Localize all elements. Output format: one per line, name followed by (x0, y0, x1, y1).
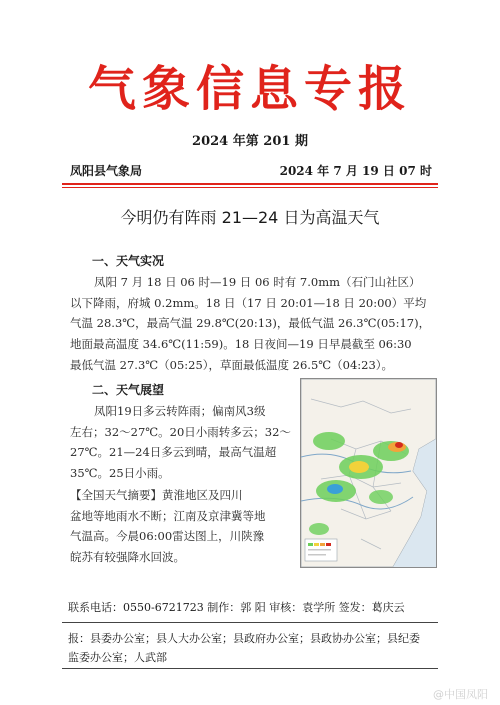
summary-tag: 【全国天气摘要】 (70, 488, 162, 502)
national-summary-paragraph (70, 485, 296, 568)
headline: 今明仍有阵雨 21—24 日为高温天气 (120, 208, 380, 227)
header-divider-thin (62, 187, 438, 188)
outlook-line: 27℃。21—24日多云到晴，最高气温超 (70, 445, 277, 460)
observation-line: 最低气温 27.3℃（05:25），草面最低温度 26.5℃（04:23）。 (70, 357, 394, 372)
summary-line: 盆地等地雨水不断；江南及京津冀等地 (70, 508, 266, 523)
issuing-bureau: 凤阳县气象局 (70, 164, 143, 178)
distribution-line: 报：县委办公室；县人大办公室；县政府办公室；县政协办公室；县纪委 (68, 632, 420, 645)
outlook-line: 35℃。25日小雨。 (70, 466, 170, 481)
outlook-line: 凤阳19日多云转阵雨；偏南风3级 (94, 404, 266, 418)
observation-line: 地面最高温度 34.6℃(11:59)。18 日夜间—19 日早晨截至 06:30 (70, 337, 412, 352)
issue-number: 2024 年第 201 期 (192, 134, 308, 149)
observation-paragraph (70, 272, 440, 376)
masthead-title: 气象信息专报 (87, 61, 412, 117)
summary-text: 黄淮地区及四川 (162, 488, 243, 502)
radar-map-graphic (301, 379, 436, 567)
summary-line: 皖苏有较强降水回波。 (70, 550, 185, 565)
observation-line: 凤阳 7 月 18 日 06 时—19 日 06 时有 7.0mm（石门山社区） (94, 275, 421, 289)
distribution-line: 监委办公室；人武部 (68, 651, 167, 664)
header-divider (62, 183, 438, 185)
observation-line: 气温 28.3℃，最高气温 29.8℃(20:13)，最低气温 26.3℃(05:17)， (70, 316, 431, 331)
observation-line: 以下降雨，府城 0.2mm。18 日（17 日 20:01—18 日 20:00）平均 (70, 295, 427, 310)
bottom-divider (62, 668, 438, 669)
section-title-observation: 一、天气实况 (92, 254, 165, 268)
outlook-line: 左右；32～27℃。20日小雨转多云；32～ (70, 424, 291, 439)
radar-map-image (300, 378, 437, 568)
summary-line (70, 485, 296, 506)
summary-line: 气温高。今晨06:00雷达图上，川陕豫 (70, 529, 265, 544)
section-title-outlook: 二、天气展望 (92, 383, 165, 397)
outlook-paragraph (70, 401, 296, 484)
contact-line: 联系电话：0550-6721723 制作：郭 阳 审核：袁学所 签发：葛庆云 (68, 601, 405, 614)
issue-date: 2024 年 7 月 19 日 07 时 (279, 164, 432, 178)
footer-divider (62, 622, 438, 623)
watermark: @中国凤阳 (433, 688, 488, 701)
